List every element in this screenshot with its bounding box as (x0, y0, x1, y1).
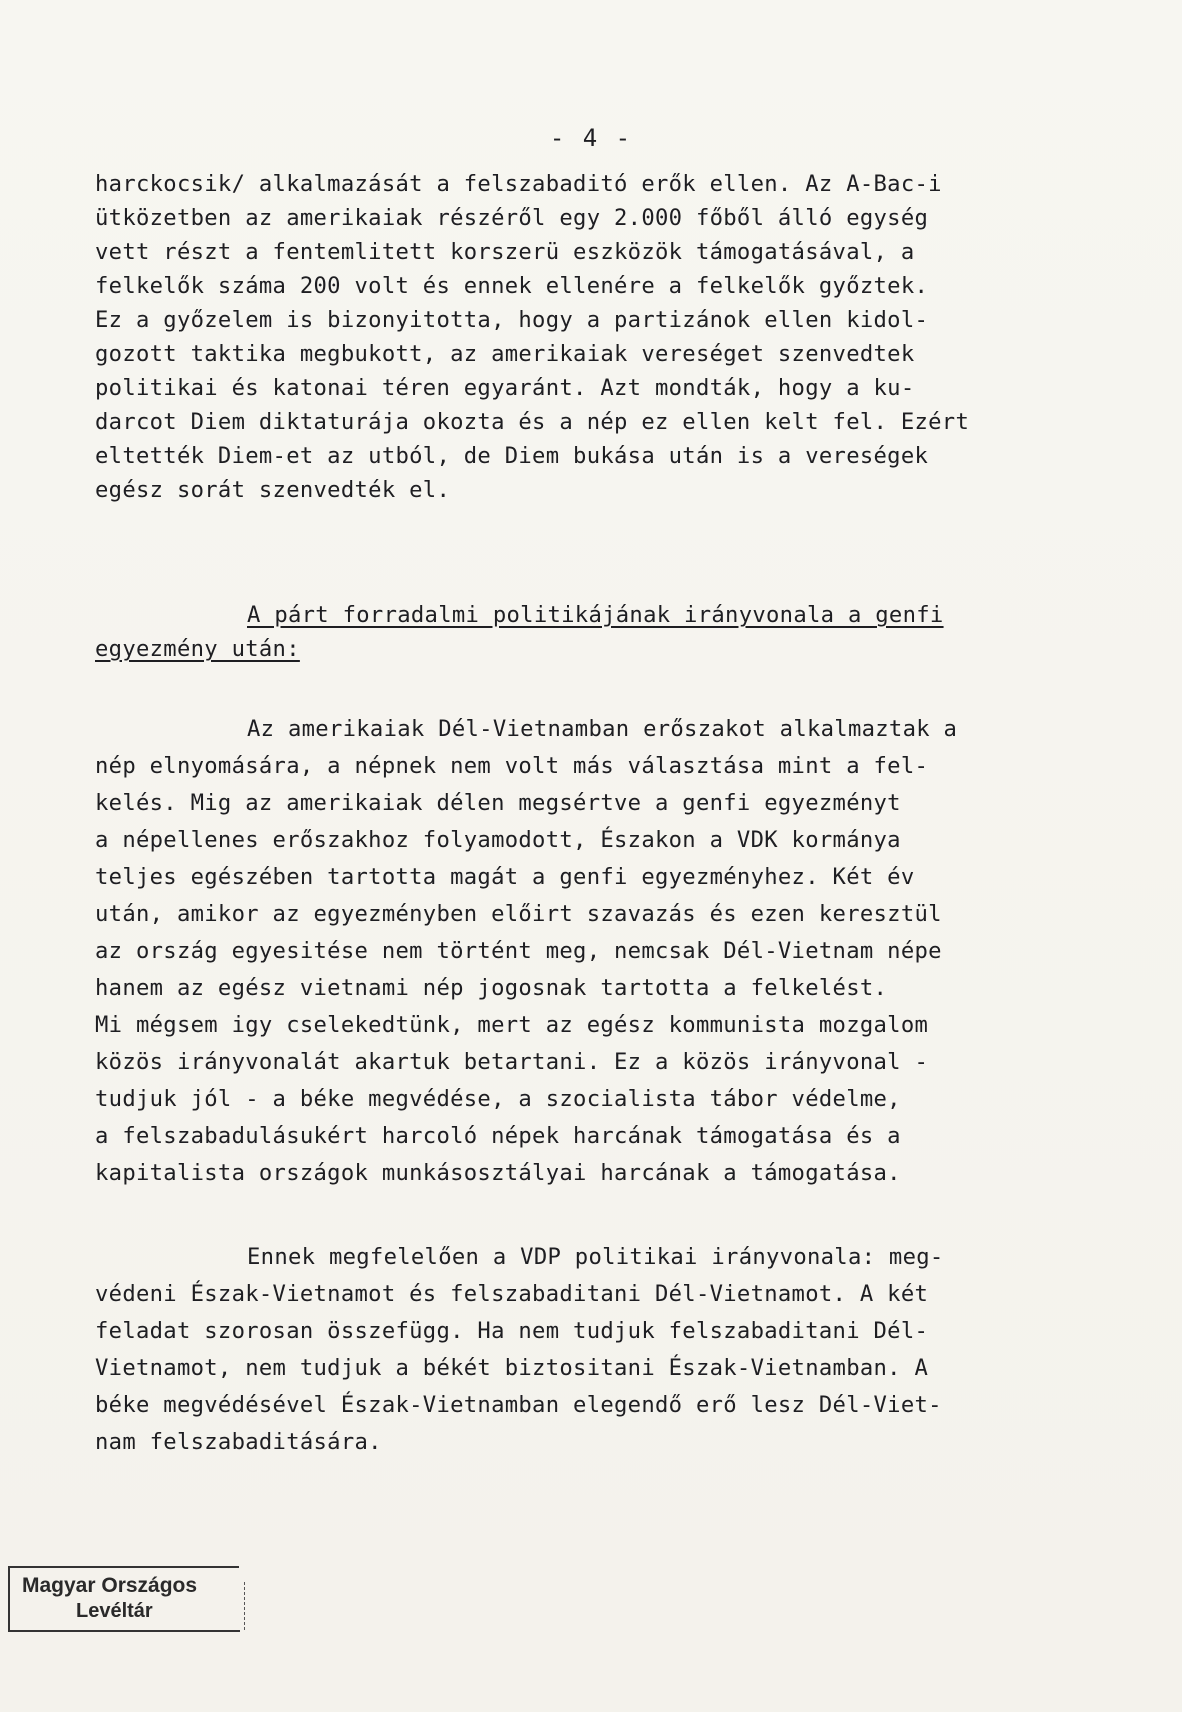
text-line: kapitalista országok munkásosztályai harcának a támogatása. (95, 1160, 901, 1186)
text-line: gozott taktika megbukott, az amerikaiak vereséget szenvedtek (95, 341, 915, 367)
text-line: felkelők száma 200 volt és ennek ellenére a felkelők győztek. (95, 273, 929, 299)
text-line: teljes egészében tartotta magát a genfi egyezményhez. Két év (95, 864, 915, 890)
text-line: kelés. Mig az amerikaiak délen megsértve a genfi egyezményt (95, 790, 901, 816)
text-line: feladat szorosan összefügg. Ha nem tudjuk felszabaditani Dél- (95, 1318, 929, 1344)
text-line: az ország egyesitése nem történt meg, nemcsak Dél-Vietnam népe (95, 938, 942, 964)
stamp-border-mark (244, 1582, 245, 1630)
text-line: után, amikor az egyezményben előirt szavazás és ezen keresztül (95, 901, 942, 927)
text-line: béke megvédésével Észak-Vietnamban elegendő erő lesz Dél-Viet- (95, 1392, 942, 1418)
text-line: védeni Észak-Vietnamot és felszabaditani Dél-Vietnamot. A két (95, 1281, 929, 1307)
text-line: Mi mégsem igy cselekedtünk, mert az egész kommunista mozgalom (95, 1012, 929, 1038)
text-line: vett részt a fentemlitett korszerü eszközök támogatásával, a (95, 239, 915, 265)
text-line: hanem az egész vietnami nép jogosnak tartotta a felkelést. (95, 975, 888, 1001)
text-line: nam felszabaditására. (95, 1429, 382, 1455)
text-line: Az amerikaiak Dél-Vietnamban erőszakot alkalmaztak a (247, 716, 958, 742)
text-line: a felszabadulásukért harcoló népek harcának támogatása és a (95, 1123, 901, 1149)
text-line: darcot Diem diktaturája okozta és a nép ez ellen kelt fel. Ezért (95, 409, 970, 435)
page-number: - 4 - (549, 124, 633, 152)
stamp-underline (10, 1630, 240, 1632)
section-heading-line-2: egyezmény után: (95, 636, 300, 662)
text-line: a népellenes erőszakhoz folyamodott, Északon a VDK kormánya (95, 827, 901, 853)
text-line: tudjuk jól - a béke megvédése, a szocialista tábor védelme, (95, 1086, 901, 1112)
text-line: ütközetben az amerikaiak részéről egy 2.000 főből álló egység (95, 205, 929, 231)
text-line: harckocsik/ alkalmazását a felszabaditó erők ellen. Az A-Bac-i (95, 171, 942, 197)
text-line: eltették Diem-et az utból, de Diem bukása után is a vereségek (95, 443, 929, 469)
text-line: Ennek megfelelően a VDP politikai irányvonala: meg- (247, 1244, 944, 1270)
stamp-line-2: Levéltár (76, 1600, 153, 1622)
text-line: politikai és katonai téren egyaránt. Azt mondták, hogy a ku- (95, 375, 915, 401)
archive-stamp (8, 1566, 239, 1632)
text-line: egész sorát szenvedték el. (95, 477, 451, 503)
section-heading-line-1: A párt forradalmi politikájának irányvonala a genfi (247, 602, 944, 628)
stamp-line-1: Magyar Országos (22, 1574, 198, 1597)
text-line: közös irányvonalát akartuk betartani. Ez a közös irányvonal - (95, 1049, 929, 1075)
text-line: nép elnyomására, a népnek nem volt más választása mint a fel- (95, 753, 929, 779)
text-line: Ez a győzelem is bizonyitotta, hogy a partizánok ellen kidol- (95, 307, 929, 333)
text-line: Vietnamot, nem tudjuk a békét biztositani Észak-Vietnamban. A (95, 1355, 929, 1381)
